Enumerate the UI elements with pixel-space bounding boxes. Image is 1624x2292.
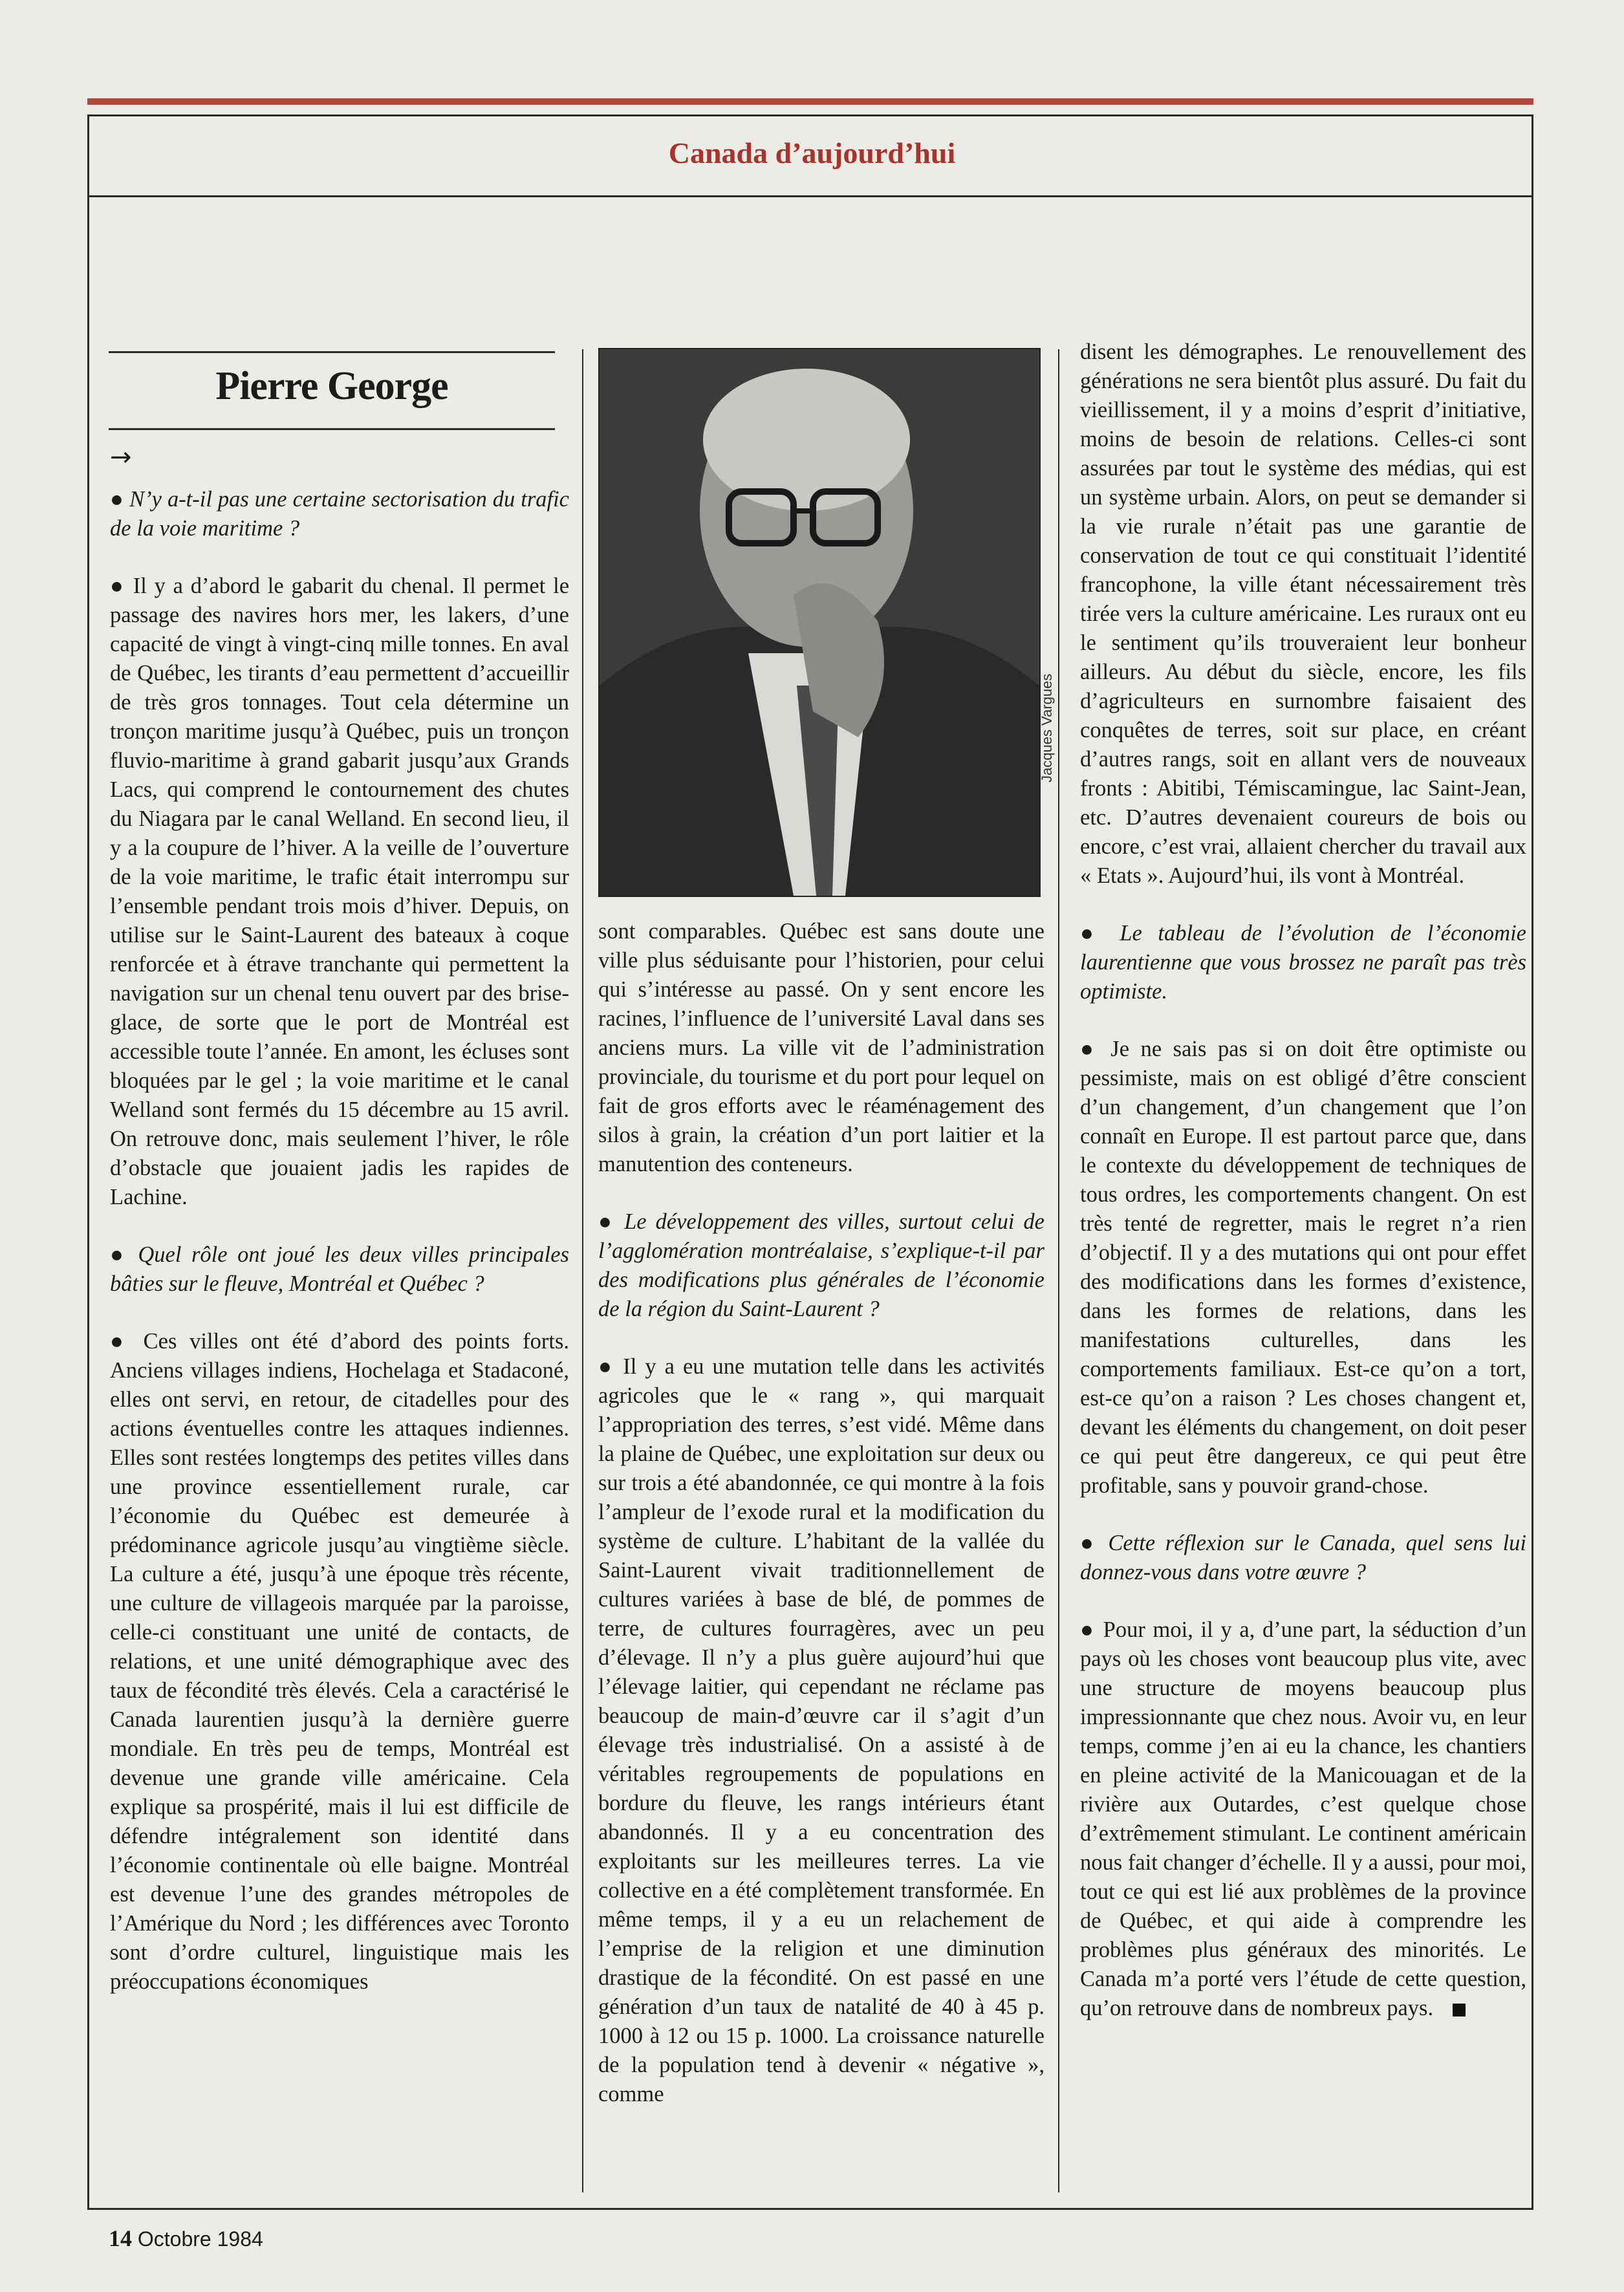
column-divider-1 [582,349,583,2192]
answer: ● Il y a eu une mutation telle dans les activités agricoles que le « rang », qui marquait l’appropriation des terres, s’est vidé. Même dans la plaine de Québec, une exploitation sur deux ou sur trois a été abandonnée, ce qui montre à la fois l’ampleur de l’exode rural et la modification du système de culture. L’habitant de la vallée du Saint-Laurent vivait traditionnellement de cultures variées à base de blé, de pommes de terre, de cultures fourragères, avec un peu d’élevage. Il n’y a plus guère aujourd’hui que l’élevage laitier, qui cependant ne réclame pas beaucoup de main-d’œuvre car il s’agit d’un élevage très industrialisé. On a assisté à de véritables regroupements de populations en bordure du fleuve, les rangs intérieurs étant abandonnés. Il y a eu concentration des exploitants sur les meilleures terres. La vie collective en a été complètement transformée. En même temps, il y a eu un relachement de l’emprise de la religion et une diminution drastique de la fécondité. On est passé en une génération d’un taux de natalité de 40 à 45 p. 1000 à 12 ou 15 p. 1000. La croissance naturelle de la population tend à devenir « négative », comme [598,1354,1045,2106]
answer: ● Ces villes ont été d’abord des points forts. Anciens villages indiens, Hochelaga et Stadaconé, elles ont servi, en retour, de citadelles pour des actions éventuelles contre les attaques indiennes. Elles sont restées longtemps des petites villes dans une province essentiellement rurale, car l’économie du Québec est demeurée à prédominance agricole jusqu’au vingtième siècle. La culture a été, jusqu’à une époque très récente, une culture de villageois marquée par la paroisse, celle-ci constituant une unité de contacts, de relations, et une unité démographique avec des taux de fécondité très élevés. Cela a caractérisé le Canada laurentien jusqu’à la dernière guerre mondiale. En très peu de temps, Montréal est devenue une grande ville américaine. Cela explique sa prospérité, mais il lui est difficile de défendre intégralement son identité dans l’économie continentale où elle baigne. Montréal est devenue l’une des grandes métropoles de l’Amérique du Nord ; les différences avec Toronto sont d’ordre culturel, linguistique mais les préoccupations économiques [110,1329,570,1994]
author-photo [598,348,1041,897]
article-column-1 [110,485,569,1996]
answer-continued: sont comparables. Québec est sans doute une ville plus séduisante pour l’historien, pour celui qui s’intéresse au passé. On y sent encore les racines, l’influence de l’université Laval dans ses anciens murs. La ville vit de l’administration provinciale, du tourisme et du port pour lequel on fait de gros efforts avec le réaménagement des silos à grain, la création d’un port laitier et la manutention des conteneurs. [598,919,1045,1176]
arrow-icon: → [110,442,132,472]
issue-date: Octobre 1984 [137,2227,263,2251]
question: ● Cette réflexion sur le Canada, quel sens lui donnez-vous dans votre œuvre ? [1080,1531,1527,1584]
answer: ● Il y a d’abord le gabarit du chenal. Il permet le passage des navires hors mer, les lakers, d’une capacité de vingt à vingt-cinq mille tonnes. En aval de Québec, les tirants d’eau permettent d’accueillir de très gros tonnages. Tout cela détermine un tronçon maritime jusqu’à Québec, puis un tronçon fluvio-maritime à grand gabarit jusqu’aux Grands Lacs, qui comprend le contournement des chutes du Niagara par le canal Welland. En second lieu, il y a la coupure de l’hiver. A la veille de l’ouverture de la voie maritime, le trafic était interrompu sur l’ensemble pendant trois mois d’hiver. Depuis, on utilise sur le Saint-Laurent des bateaux à coque renforcée et à étrave tranchante qui permettent la navigation sur un chenal tenu ouvert par des brise-glace, de sorte que le port de Montréal est accessible toute l’année. En amont, les écluses sont bloquées par le gel ; la voie maritime et le canal Welland sont fermés du 15 décembre au 15 avril. On retrouve donc, mais seulement l’hiver, le rôle d’obstacle que jouaient jadis les rapides de Lachine. [110,574,570,1209]
question: ● N’y a-t-il pas une certaine sectorisation du trafic de la voie maritime ? [110,487,569,541]
question: ● Quel rôle ont joué les deux villes principales bâties sur le fleuve, Montréal et Québec ? [110,1242,569,1296]
author-rule-bottom [109,428,555,430]
page-footer [109,2225,263,2252]
photo-credit: Jacques Vargues [1039,673,1055,783]
article-column-3 [1080,338,1526,2023]
answer-continued: disent les démographes. Le renouvellement des générations ne sera bientôt plus assuré. Du fait du vieillissement, il y a moins d’esprit d’initiative, moins de besoin de relations. Celles-ci sont assurées par tout le système des médias, qui est un système urbain. Alors, on peut se demander si la vie rurale n’était pas une garantie de conservation de tout ce qui constituait l’identité francophone, la ville étant nécessairement très tirée vers la culture américaine. Les ruraux ont eu le sentiment qu’ils trouveraient leur bonheur ailleurs. Au début du siècle, encore, les fils d’agriculteurs en surnombre faisaient des conquêtes de terres, soit sur place, en créant d’autres rangs, soit en allant vers de nouveaux fronts : Abitibi, Témiscamingue, lac Saint-Jean, etc. D’autres devenaient coureurs de bois ou encore, c’est vrai, allaient chercher du travail aux « Etats ». Aujourd’hui, ils vont à Montréal. [1080,340,1526,888]
author-name: Pierre George [215,364,448,408]
header-rule [89,195,1532,197]
article-column-2 [598,917,1045,2109]
end-mark [1453,2004,1466,2016]
answer: ● Pour moi, il y a, d’une part, la séduction d’un pays où les choses vont beaucoup plus vite, avec une structure de moyens beaucoup plus impressionnante que chez nous. Avoir vu, en leur temps, comme j’en ai eu la chance, les chantiers en pleine activité de la Manicouagan et de la rivière aux Outardes, c’est quelque chose d’extrêmement stimulant. Le continent américain nous fait changer d’échelle. Il y a aussi, pour moi, tout ce qui est lié aux problèmes de la province de Québec, et qui aide à comprendre les problèmes plus généraux des minorités. Le Canada m’a porté vers l’étude de cette question, qu’on retrouve dans de nombreux pays. [1080,1617,1526,2020]
bottom-rule [109,2208,1532,2209]
top-color-bar [87,98,1533,105]
question: ● Le tableau de l’évolution de l’économie laurentienne que vous brossez ne paraît pas très optimiste. [1080,921,1526,1004]
section-title: Canada d’aujourd’hui [668,136,956,169]
question: ● Le développement des villes, surtout celui de l’agglomération montréalaise, s’explique-t-il par des modifications plus générales de l’économie de la région du Saint-Laurent ? [598,1209,1045,1321]
portrait-illustration [600,349,1039,896]
answer: ● Je ne sais pas si on doit être optimiste ou pessimiste, mais on est obligé d’être conscient d’un changement, d’un changement que l’on connaît en Europe. Il est partout parce que, dans le contexte du développement de techniques de tous ordres, les comportements changent. On est très tenté de regretter, mais le regret n’a rien d’objectif. Il y a des mutations qui ont pour effet des modifications dans les formes d’existence, dans les formes de relations, dans les manifestations culturelles, dans les comportements familiaux. Est-ce qu’on a tort, est-ce qu’on a raison ? Les choses changent et, devant les éléments du changement, on doit peser ce qui peut être dangereux, ce qui peut être profitable, sans y pouvoir grand-chose. [1080,1037,1526,1498]
column-divider-2 [1058,349,1059,2192]
page-number: 14 [109,2225,132,2251]
author-rule-top [109,351,555,353]
